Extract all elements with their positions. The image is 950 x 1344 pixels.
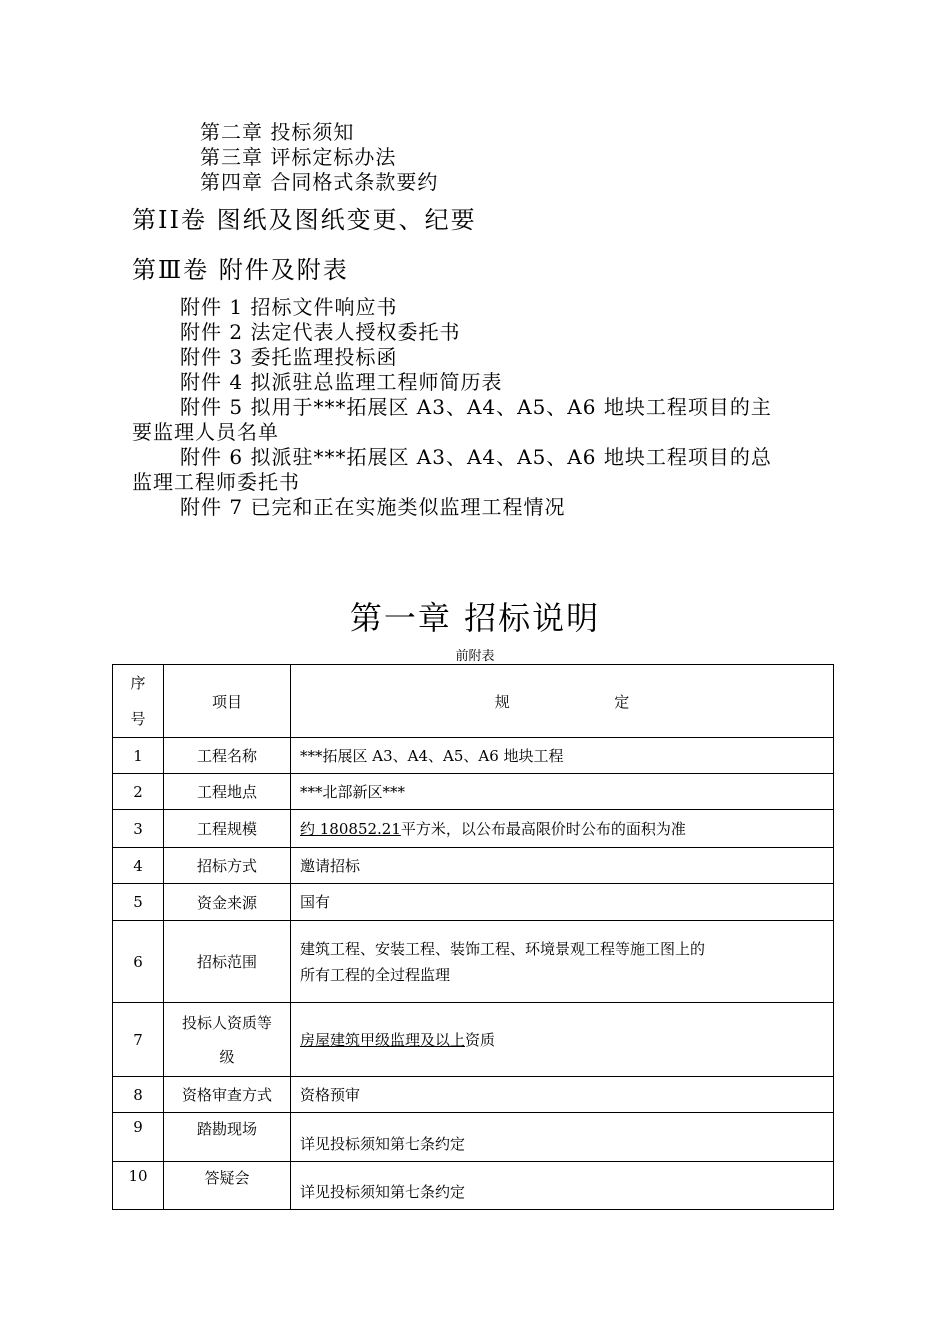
row-item: 工程名称 [164,738,291,774]
header-seq-bottom: 号 [130,710,146,728]
toc-attachment-3: 附件 3 委托监理投标函 [180,345,398,369]
row-no: 4 [113,848,164,884]
table-row [113,1077,834,1113]
header-rule-b: 定 [614,692,630,711]
table-header-row [113,665,834,738]
table-row [113,810,834,848]
row-item: 工程规模 [164,810,291,848]
row-value: 详见投标须知第七条约定 [291,1113,834,1162]
table-row [113,921,834,1003]
row-value: 资格预审 [291,1077,834,1113]
row-item: 工程地点 [164,774,291,810]
table-row [113,1162,834,1210]
row-value: ***北部新区*** [291,774,834,810]
row-no: 8 [113,1077,164,1113]
toc-chapter-2: 第二章 投标须知 [200,120,355,144]
toc-attachment-7: 附件 7 已完和正在实施类似监理工程情况 [180,495,566,519]
row-no: 9 [113,1113,164,1162]
row-item: 答疑会 [164,1162,291,1210]
row-item-line-1: 投标人资质等 [181,1013,272,1032]
row-value-underlined: 房屋建筑甲级监理及以上 [300,1030,466,1049]
table-row [113,1003,834,1077]
toc-volume-3: 第Ⅲ卷 附件及附表 [132,256,349,284]
row-item: 资格审查方式 [164,1077,291,1113]
row-item-line-2: 级 [219,1047,235,1066]
toc-attachment-6: 附件 6 拟派驻***拓展区 A3、A4、A5、A6 地块工程项目的总 [180,445,772,469]
row-value: 详见投标须知第七条约定 [291,1162,834,1210]
row-no: 5 [113,884,164,921]
row-value-rest: 资质 [465,1030,496,1049]
toc-attachment-4: 附件 4 拟派驻总监理工程师简历表 [180,370,503,394]
header-seq [113,665,164,738]
toc-chapter-4: 第四章 合同格式条款要约 [200,170,439,194]
row-value [291,921,834,1003]
row-no: 3 [113,810,164,848]
table-row [113,848,834,884]
chapter-title: 第一章 招标说明 [349,599,601,637]
toc-attachment-5-cont: 要监理人员名单 [132,420,279,444]
schedule-table [112,664,834,1210]
toc-attachment-1: 附件 1 招标文件响应书 [180,295,398,319]
row-value [291,1003,834,1077]
row-no: 7 [113,1003,164,1077]
toc-attachment-6-cont: 监理工程师委托书 [132,470,300,494]
row-value-rest: 平方米，以公布最高限价时公布的面积为准 [400,819,686,838]
header-rule-a: 规 [494,692,510,711]
table-row [113,738,834,774]
header-item: 项目 [164,665,291,738]
toc-attachment-5: 附件 5 拟用于***拓展区 A3、A4、A5、A6 地块工程项目的主 [180,395,772,419]
row-item: 踏勘现场 [164,1113,291,1162]
table-caption: 前附表 [455,649,495,664]
header-rule [291,665,834,738]
row-item [164,1003,291,1077]
row-item: 资金来源 [164,884,291,921]
header-seq-top: 序 [130,674,146,692]
row-no: 10 [113,1162,164,1210]
row-value-line-1: 建筑工程、安装工程、装饰工程、环境景观工程等施工图上的 [300,939,706,958]
row-value-underlined: 约 180852.21 [300,819,401,838]
row-value: ***拓展区 A3、A4、A5、A6 地块工程 [291,738,834,774]
toc-chapter-3: 第三章 评标定标办法 [200,145,397,169]
table-row [113,774,834,810]
row-value [291,810,834,848]
row-value: 邀请招标 [291,848,834,884]
table-row [113,884,834,921]
row-no: 6 [113,921,164,1003]
row-item: 招标范围 [164,921,291,1003]
table-row [113,1113,834,1162]
row-value: 国有 [291,884,834,921]
toc-volume-2: 第II卷 图纸及图纸变更、纪要 [132,206,477,234]
row-no: 2 [113,774,164,810]
toc-attachment-2: 附件 2 法定代表人授权委托书 [180,320,461,344]
row-no: 1 [113,738,164,774]
row-item: 招标方式 [164,848,291,884]
row-value-line-2: 所有工程的全过程监理 [300,965,451,984]
